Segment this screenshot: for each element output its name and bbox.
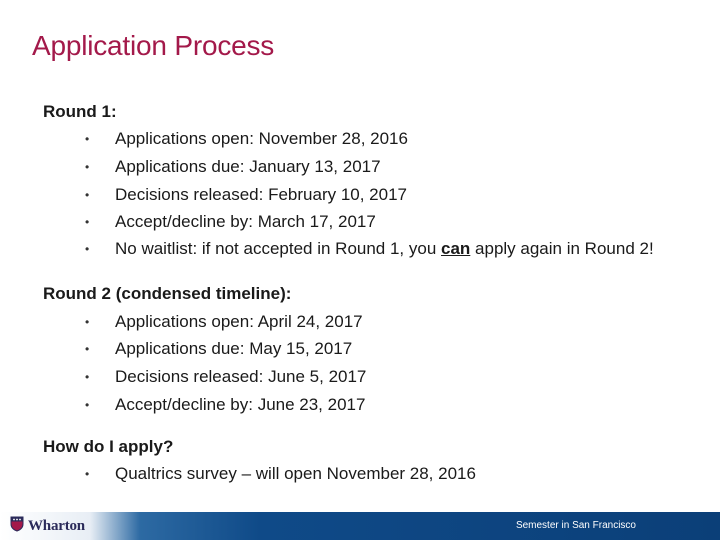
bullet: • [85, 132, 90, 146]
round2-item-open: Applications open: April 24, 2017 [115, 312, 363, 331]
waitlist-text-after: apply again in Round 2! [470, 239, 654, 258]
bullet: • [85, 370, 90, 384]
slide-title: Application Process [32, 30, 275, 61]
round1-item-open: Applications open: November 28, 2016 [115, 129, 408, 148]
round2-item-due: Applications due: May 15, 2017 [115, 339, 353, 358]
footer-label: Semester in San Francisco [515, 520, 636, 531]
bullet: • [85, 467, 90, 481]
bullet: • [85, 315, 90, 329]
bullet: • [85, 342, 90, 356]
round2-heading: Round 2 (condensed timeline): [43, 284, 292, 303]
round1-item-decisions: Decisions released: February 10, 2017 [115, 185, 407, 204]
waitlist-text-before: No waitlist: if not accepted in Round 1, you [115, 239, 442, 258]
wharton-logo [10, 515, 85, 537]
round1-item-accept: Accept/decline by: March 17, 2017 [115, 212, 376, 231]
round1-item-waitlist [115, 239, 654, 259]
bullet: • [85, 160, 90, 174]
penn-shield-icon [10, 516, 24, 537]
bullet: • [85, 215, 90, 229]
bullet: • [85, 242, 90, 256]
round2-item-accept: Accept/decline by: June 23, 2017 [115, 395, 366, 414]
waitlist-emphasis: can [441, 239, 471, 258]
apply-item-survey: Qualtrics survey – will open November 28, 2016 [115, 464, 476, 483]
wharton-wordmark: Wharton [28, 517, 85, 534]
round2-item-decisions: Decisions released: June 5, 2017 [115, 367, 367, 386]
round1-heading: Round 1: [43, 102, 117, 121]
bullet: • [85, 188, 90, 202]
round1-item-due: Applications due: January 13, 2017 [115, 157, 381, 176]
apply-heading: How do I apply? [43, 437, 174, 456]
bullet: • [85, 398, 90, 412]
